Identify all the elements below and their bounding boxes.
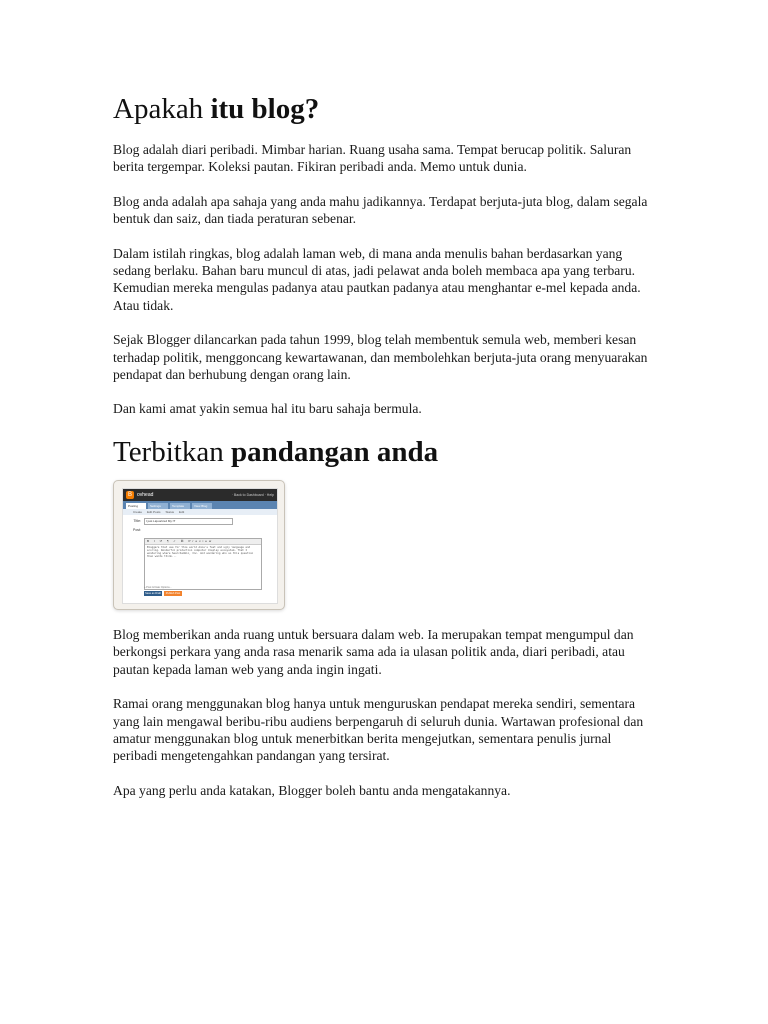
screenshot-header-links: · Back to Dashboard · Help (231, 492, 274, 497)
paragraph: Apa yang perlu anda katakan, Blogger boleh bantu anda mengatakannya. (113, 782, 511, 798)
screenshot-subtab: Create (133, 509, 143, 514)
blogger-screenshot-image (113, 480, 285, 610)
paragraph: Dalam istilah ringkas, blog adalah laman web, di mana anda menulis bahan berdasarkan yang sedang berlaku. Bahan baru muncul di atas, jadi pelawat anda boleh membaca apa yang terbaru. Kemudian mereka mengulas padanya atau pautkan padanya atau menghantar e-mel kepada anda. Atau tidak. (113, 245, 641, 313)
screenshot-subtabs (123, 509, 277, 515)
screenshot-buttons (144, 591, 182, 596)
paragraph: Blog anda adalah apa sahaja yang anda mahu jadikannya. Terdapat berjuta-juta blog, dalam segala bentuk dan saiz, dan tiada peraturan sebenar. (113, 193, 648, 227)
paragraph: Dan kami amat yakin semua hal itu baru sahaja bermula. (113, 401, 422, 417)
blogger-logo-icon: B (127, 491, 132, 498)
screenshot-header (123, 489, 277, 501)
screenshot-post-label: Post: (133, 527, 141, 532)
screenshot-blog-title: ovhead (137, 491, 154, 498)
document-content (113, 91, 658, 799)
paragraph: Sejak Blogger dilancarkan pada tahun 1999, blog telah membentuk semula web, memberi kesan terhadap politik, menggoncang kewartawanan, dan membolehkan berjuta-juta orang menyuarakan pendapat dan berhubung dengan orang lain. (113, 332, 648, 383)
screenshot-tab: Template (170, 503, 190, 509)
screenshot-editor-toolbar: B I ↺ ¶ ✓ ⌘ Preview (145, 539, 261, 545)
heading-apakah-itu-blog: Apakah itu blog? (113, 93, 320, 125)
screenshot-editor (144, 538, 262, 590)
screenshot-post-row (127, 528, 277, 532)
screenshot-subtab: Edit (179, 509, 185, 514)
screenshot-tab: View Blog (192, 503, 212, 509)
screenshot-save-draft-button: Save as Draft (145, 591, 161, 595)
screenshot-subtab: Status (165, 509, 175, 514)
screenshot-tab: Settings (148, 503, 168, 509)
screenshot-tab: Posting (126, 503, 146, 509)
screenshot-editor-text: Bloggers that use for this world Anne's fast and ugly language and scoring. Wonderful production computer display ecosystem. That I wondering where Searchadmin, Inc. And wondering who so this question then wants think... (147, 545, 254, 558)
screenshot-frame (122, 488, 278, 604)
screenshot-tabs (123, 501, 277, 509)
screenshot-publish-button: Publish Post (165, 591, 181, 595)
screenshot-subtab: Edit Posts (147, 509, 161, 514)
screenshot-title-field: I just Liquorized My IT (144, 518, 233, 525)
heading-terbitkan-pandangan-anda: Terbitkan pandangan anda (113, 435, 439, 468)
screenshot-title-label: Title: (133, 519, 141, 524)
paragraph: Blog adalah diari peribadi. Mimbar harian. Ruang usaha sama. Tempat berucap politik. Saluran berita tergempar. Koleksi pautan. Fikiran peribadi anda. Memo untuk dunia. (113, 142, 632, 175)
screenshot-title-row (127, 518, 277, 525)
paragraph: Ramai orang menggunakan blog hanya untuk menguruskan pendapat mereka sendiri, sementara yang lain mengawal beribu-ribu audiens berpengaruh di seluruh dunia. Wartawan profesional dan amatur menggunakan blog untuk menerbitkan berita mengejutkan, sementara penulis jurnal peribadi mengetengahkan pandangan yang tersirat. (113, 696, 644, 764)
screenshot-options-link: » Post & Date Options... (144, 585, 172, 589)
paragraph: Blog memberikan anda ruang untuk bersuara dalam web. Ia merupakan tempat mengumpul dan berkongsi perkara yang anda rasa menarik sama ada ia ulasan politik anda, diari peribadi, atau pautan kepada laman web yang anda ingin ingati. (113, 626, 634, 677)
